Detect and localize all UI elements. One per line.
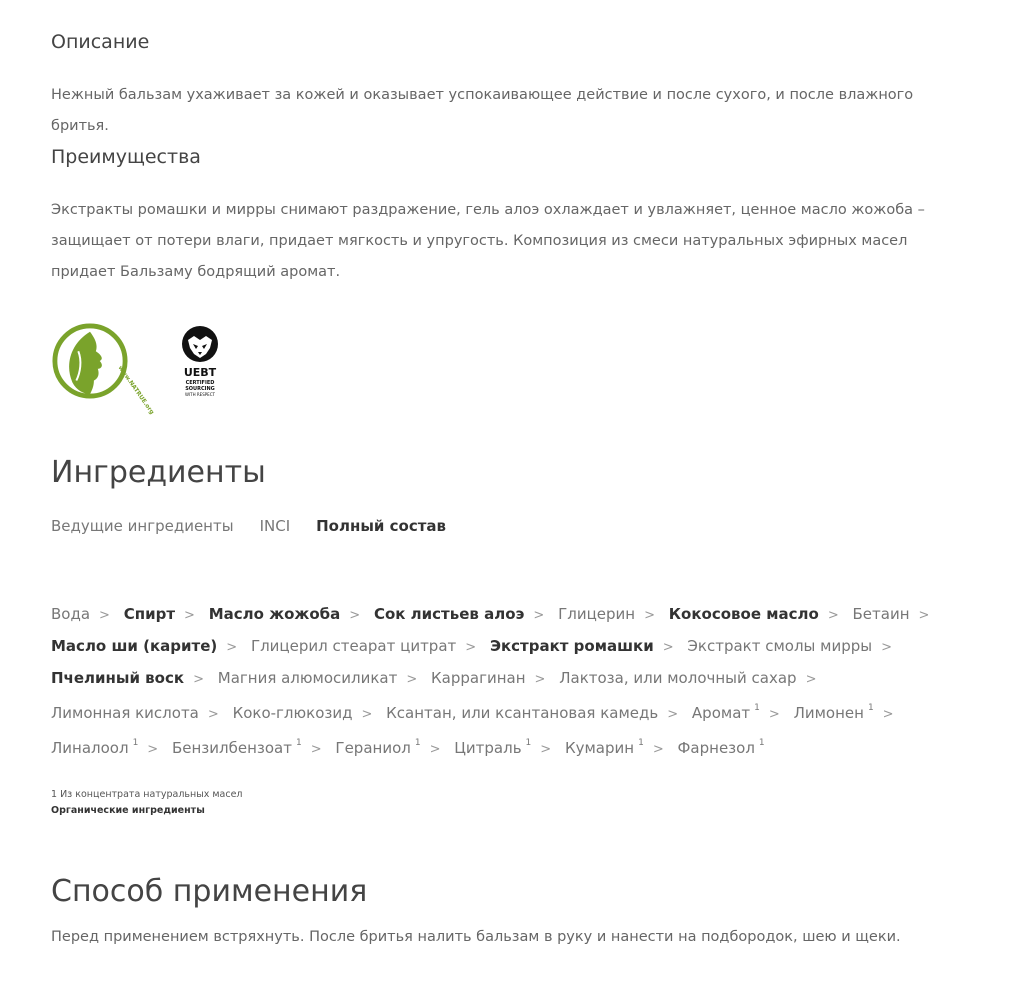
- ingredient-name: Кокосовое масло: [668, 605, 819, 623]
- tab-key-ingredients[interactable]: Ведущие ингредиенты: [51, 517, 234, 535]
- ingredient-item: [692, 704, 760, 722]
- ingredient-item: [386, 704, 658, 722]
- description-text: Нежный бальзам ухаживает за кожей и оказывает успокаивающее действие и после сухого, и после влажного бритья.: [51, 87, 914, 134]
- chevron-right-icon: >: [310, 742, 322, 757]
- ingredient-item: [124, 605, 175, 623]
- ingredient-name: Лимонен: [793, 704, 864, 722]
- description-title: Описание: [51, 31, 150, 53]
- ingredient-name: Экстракт ромашки: [489, 637, 654, 655]
- chevron-right-icon: >: [465, 640, 477, 655]
- ingredient-name: Пчелиный воск: [51, 669, 185, 687]
- ingredient-item: [558, 605, 635, 623]
- tab-inci[interactable]: INCI: [259, 517, 291, 535]
- chevron-right-icon: >: [533, 608, 545, 623]
- ingredient-name: Лактоза, или молочный сахар: [559, 669, 797, 687]
- ingredient-footnote-marker: 1: [638, 738, 644, 748]
- ingredient-name: Аромат: [691, 704, 751, 722]
- ingredient-item: [51, 637, 217, 655]
- benefits-title: Преимущества: [51, 146, 201, 168]
- ingredient-item: [172, 739, 302, 757]
- ingredient-footnote-marker: 1: [758, 738, 765, 748]
- ingredient-item: [669, 605, 819, 623]
- ingredient-item: [374, 605, 524, 623]
- uebt-line2: SOURCING: [185, 386, 215, 392]
- chevron-right-icon: >: [540, 742, 552, 757]
- ingredient-name: Масло ши (карите): [51, 637, 218, 655]
- ingredient-name: Глицерин: [558, 605, 636, 623]
- chevron-right-icon: >: [99, 608, 110, 623]
- ingredient-name: Гераниол: [335, 739, 411, 757]
- ingredient-name: Экстракт смолы мирры: [687, 637, 873, 655]
- ingredient-name: Глицерил стеарат цитрат: [250, 637, 457, 655]
- footnote-natural-oils: 1 Из концентрата натуральных масел: [51, 789, 243, 800]
- ingredient-footnote-marker: 1: [414, 738, 421, 748]
- ingredient-item: [209, 605, 341, 623]
- ingredient-name: Цитраль: [454, 739, 522, 757]
- ingredient-footnote-marker: 1: [525, 738, 532, 748]
- ingredient-name: Ксантан, или ксантановая камедь: [386, 704, 659, 722]
- chevron-right-icon: >: [662, 640, 674, 655]
- chevron-right-icon: >: [652, 742, 664, 757]
- uebt-logo-icon: [179, 324, 221, 402]
- ingredient-item: [454, 739, 531, 757]
- ingredient-item: [251, 637, 456, 655]
- ingredient-name: Магния алюмосиликат: [217, 669, 398, 687]
- chevron-right-icon: >: [918, 608, 930, 623]
- chevron-right-icon: >: [805, 672, 817, 687]
- ingredient-item: [565, 739, 644, 757]
- ingredient-item: [431, 669, 526, 687]
- ingredient-item: [853, 605, 910, 623]
- footnote-organic: Органические ингредиенты: [51, 805, 205, 816]
- ingredient-name: Каррагинан: [431, 669, 526, 687]
- ingredient-name: Бензилбензоат: [171, 739, 292, 757]
- chevron-right-icon: >: [361, 707, 373, 722]
- chevron-right-icon: >: [184, 608, 195, 623]
- ingredient-name: Лимонная кислота: [51, 704, 199, 722]
- chevron-right-icon: >: [226, 640, 238, 655]
- ingredient-footnote-marker: 1: [296, 738, 302, 748]
- tab-full-composition[interactable]: Полный состав: [316, 517, 447, 535]
- ingredient-item: [51, 704, 199, 722]
- ingredient-name: Спирт: [123, 605, 176, 623]
- ingredients-tabs: [51, 517, 472, 535]
- ingredient-name: Фарнезол: [677, 739, 755, 757]
- ingredient-footnote-marker: 1: [754, 703, 760, 713]
- ingredients-title: Ингредиенты: [51, 455, 266, 490]
- ingredient-name: Масло жожоба: [208, 605, 341, 623]
- chevron-right-icon: >: [667, 707, 679, 722]
- ingredient-name: Кумарин: [564, 739, 635, 757]
- ingredient-item: [218, 669, 398, 687]
- ingredient-name: Линалоол: [51, 739, 129, 757]
- ingredient-item: [678, 739, 765, 757]
- ingredient-footnote-marker: 1: [132, 738, 139, 748]
- ingredient-item: [51, 669, 184, 687]
- ingredient-item: [490, 637, 654, 655]
- chevron-right-icon: >: [881, 640, 893, 655]
- ingredient-name: Коко-глюкозид: [232, 704, 353, 722]
- ingredient-item: [794, 704, 874, 722]
- uebt-title: UEBT: [183, 366, 217, 379]
- chevron-right-icon: >: [147, 742, 159, 757]
- chevron-right-icon: >: [768, 707, 780, 722]
- chevron-right-icon: >: [406, 672, 418, 687]
- chevron-right-icon: >: [193, 672, 204, 687]
- benefits-text: Экстракты ромашки и мирры снимают раздражение, гель алоэ охлаждает и увлажняет, ценное масло жожоба – защищает от потери влаги, придает мягкость и упругость. Композиция из смеси натуральных эфирных масел придает Бальзаму бодрящий аромат.: [51, 202, 925, 280]
- uebt-line3: WITH RESPECT: [185, 392, 215, 397]
- chevron-right-icon: >: [349, 608, 361, 623]
- ingredient-name: Бетаин: [852, 605, 910, 623]
- chevron-right-icon: >: [207, 707, 219, 722]
- ingredients-list: [51, 599, 951, 765]
- ingredient-item: [51, 739, 138, 757]
- natrue-text: www.NATRUE.org: [116, 365, 155, 416]
- ingredient-footnote-marker: 1: [867, 703, 874, 713]
- ingredient-item: [559, 669, 796, 687]
- ingredient-name: Вода: [51, 605, 91, 623]
- uebt-line1: CERTIFIED: [185, 380, 215, 386]
- ingredient-item: [335, 739, 420, 757]
- chevron-right-icon: >: [429, 742, 441, 757]
- ingredient-item: [233, 704, 353, 722]
- usage-title: Способ применения: [51, 874, 368, 909]
- chevron-right-icon: >: [534, 672, 546, 687]
- usage-text: Перед применением встряхнуть. После бритья налить бальзам в руку и нанести на подбородок, шею и щеки.: [51, 929, 901, 945]
- ingredient-name: Сок листьев алоэ: [373, 605, 525, 623]
- ingredient-item: [51, 605, 90, 623]
- ingredient-item: [687, 637, 872, 655]
- chevron-right-icon: >: [827, 608, 839, 623]
- chevron-right-icon: >: [644, 608, 656, 623]
- natrue-leaf-icon: [51, 322, 155, 416]
- chevron-right-icon: >: [882, 707, 894, 722]
